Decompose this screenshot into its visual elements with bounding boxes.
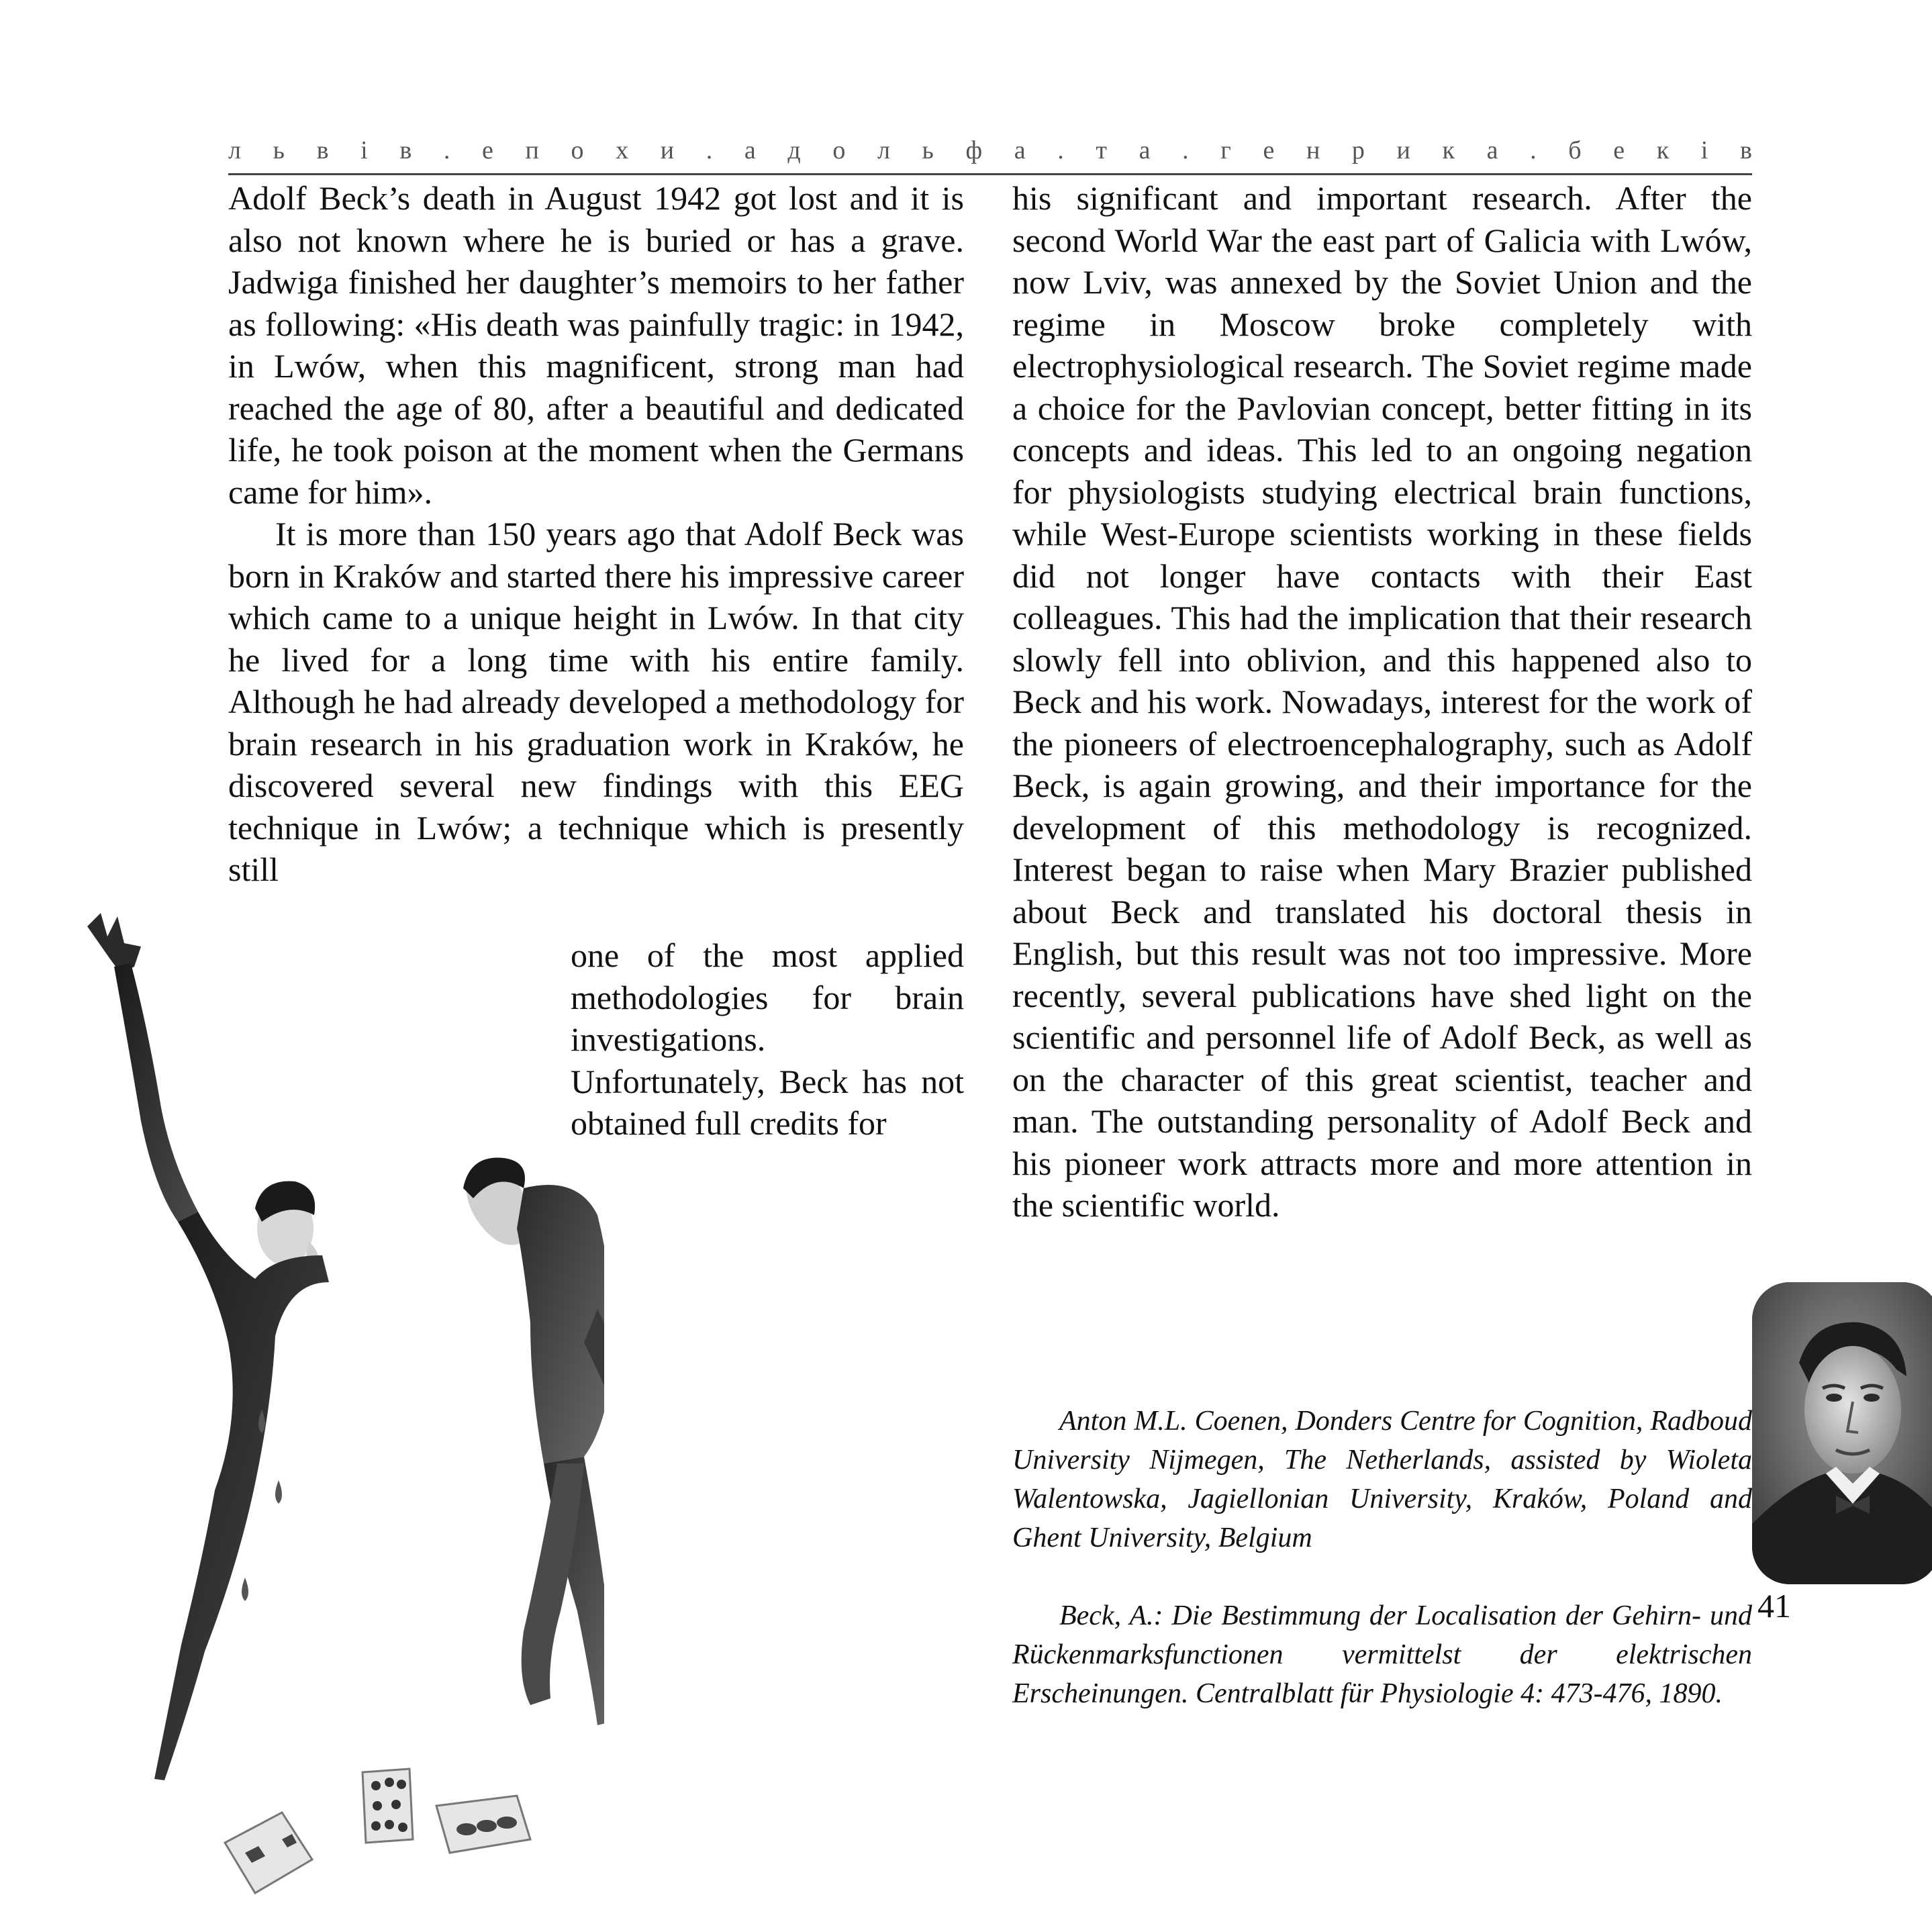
running-head-char: . bbox=[1057, 136, 1064, 164]
running-head-char: ф bbox=[965, 136, 983, 164]
running-head-char: а bbox=[1486, 136, 1498, 164]
running-head-char: н bbox=[1306, 136, 1320, 164]
left-column-bottom bbox=[571, 934, 964, 1145]
running-head-char: т bbox=[1096, 136, 1107, 164]
running-head-char: в bbox=[399, 136, 412, 164]
left-paragraph-2-continued: one of the most applied methodologies for brain investigations. Unfortunately, Beck has not obtained full credits for bbox=[571, 936, 964, 1142]
running-head-char: и bbox=[1396, 136, 1410, 164]
left-column-top bbox=[228, 177, 964, 891]
running-head-char: а bbox=[1014, 136, 1026, 164]
running-head-char: в bbox=[316, 136, 329, 164]
running-head-char: е bbox=[1263, 136, 1275, 164]
running-head-char: р bbox=[1351, 136, 1365, 164]
running-head-char: х bbox=[616, 136, 629, 164]
running-head-char: к bbox=[1442, 136, 1455, 164]
right-column bbox=[1012, 177, 1752, 1226]
running-head-char: л bbox=[877, 136, 890, 164]
running-head-char: л bbox=[228, 136, 241, 164]
running-head-char: а bbox=[744, 136, 756, 164]
running-head-char: е bbox=[482, 136, 493, 164]
man-figure bbox=[463, 1158, 604, 1725]
dancing-figures-illustration bbox=[60, 906, 604, 1913]
running-head-char: о bbox=[571, 136, 584, 164]
author-credit: Anton M.L. Coenen, Donders Centre for Cognition, Radboud University Nijmegen, The Netherlands, assisted by Wioleta Walentowska, Jagiellonian University, Kraków, Poland and Ghent University, Belgium bbox=[1012, 1406, 1752, 1553]
page-number: 41 bbox=[1757, 1587, 1791, 1625]
bibliographic-reference: Beck, A.: Die Bestimmung der Localisation der Gehirn- und Rückenmarksfunctionen vermittelst der elektrischen Erscheinungen. Centralblatt für Physiologie 4: 473-476, 1890. bbox=[1012, 1600, 1752, 1709]
running-head-char: и bbox=[660, 136, 675, 164]
running-head-char: ь bbox=[273, 136, 285, 164]
running-head-char: . bbox=[1530, 136, 1537, 164]
running-head-char: а bbox=[1139, 136, 1151, 164]
running-head-char: і bbox=[360, 136, 368, 164]
portrait-photo bbox=[1752, 1282, 1932, 1584]
left-paragraph-2: It is more than 150 years ago that Adolf Beck was born in Kraków and started there his impressive career which came to a unique height in Lwów. In that city he lived for a long time with his entire family. Although he had already developed a methodology for brain research in his graduation work in Kraków, he discovered several new findings with this EEG technique in Lwów; a technique which is presently still bbox=[228, 515, 964, 888]
playing-cards bbox=[225, 1769, 530, 1893]
running-head-char: е bbox=[1613, 136, 1625, 164]
left-paragraph-1: Adolf Beck’s death in August 1942 got lost and it is also not known where he is buried or has a grave. Jadwiga finished her daughter’s memoirs to her father as following: «His death was painfully tragic: in 1942, in Lwów, when this magnificent, strong man had reached the age of 80, after a beautiful and dedicated life, he took poison at the moment when the Germans came for him». bbox=[228, 179, 964, 511]
running-head-char: ь bbox=[922, 136, 934, 164]
running-head-char: . bbox=[443, 136, 450, 164]
running-head-char: . bbox=[706, 136, 713, 164]
running-head-char: п bbox=[525, 136, 539, 164]
running-head bbox=[228, 132, 1752, 169]
woman-figure bbox=[87, 913, 329, 1780]
running-head-char: д bbox=[787, 136, 801, 164]
running-head-char: к bbox=[1656, 136, 1670, 164]
running-head-char: б bbox=[1568, 136, 1582, 164]
running-head-char: і bbox=[1700, 136, 1708, 164]
header-rule bbox=[228, 173, 1752, 175]
running-head-char: о bbox=[832, 136, 846, 164]
portrait-image bbox=[1752, 1282, 1932, 1584]
running-head-char: г bbox=[1220, 136, 1231, 164]
running-head-char: . bbox=[1182, 136, 1189, 164]
right-paragraph: his significant and important research. After the second World War the east part of Galicia with Lwów, now Lviv, was annexed by the Soviet Union and the regime in Moscow broke completely with electrophysiological research. The Soviet regime made a choice for the Pavlovian concept, better fitting in its concepts and ideas. This led to an ongoing negation for physiologists studying electrical brain functions, while West-Europe scientists working in these fields did not longer have contacts with their East colleagues. This had the implication that their research slowly fell into oblivion, and this happened also to Beck and his work. Nowadays, interest for the work of the pioneers of electroencephalography, such as Adolf Beck, is again growing, and their importance for the development of this methodology is recognized. Interest began to raise when Mary Brazier published about Beck and translated his doctoral thesis in English, but this result was not too impressive. More recently, several publications have shed light on the scientific and personnel life of Adolf Beck, as well as on the character of this great scientist, teacher and man. The outstanding personality of Adolf Beck and his pioneer work attracts more and more attention in the scientific world. bbox=[1012, 179, 1752, 1224]
running-head-char: в bbox=[1739, 136, 1752, 164]
